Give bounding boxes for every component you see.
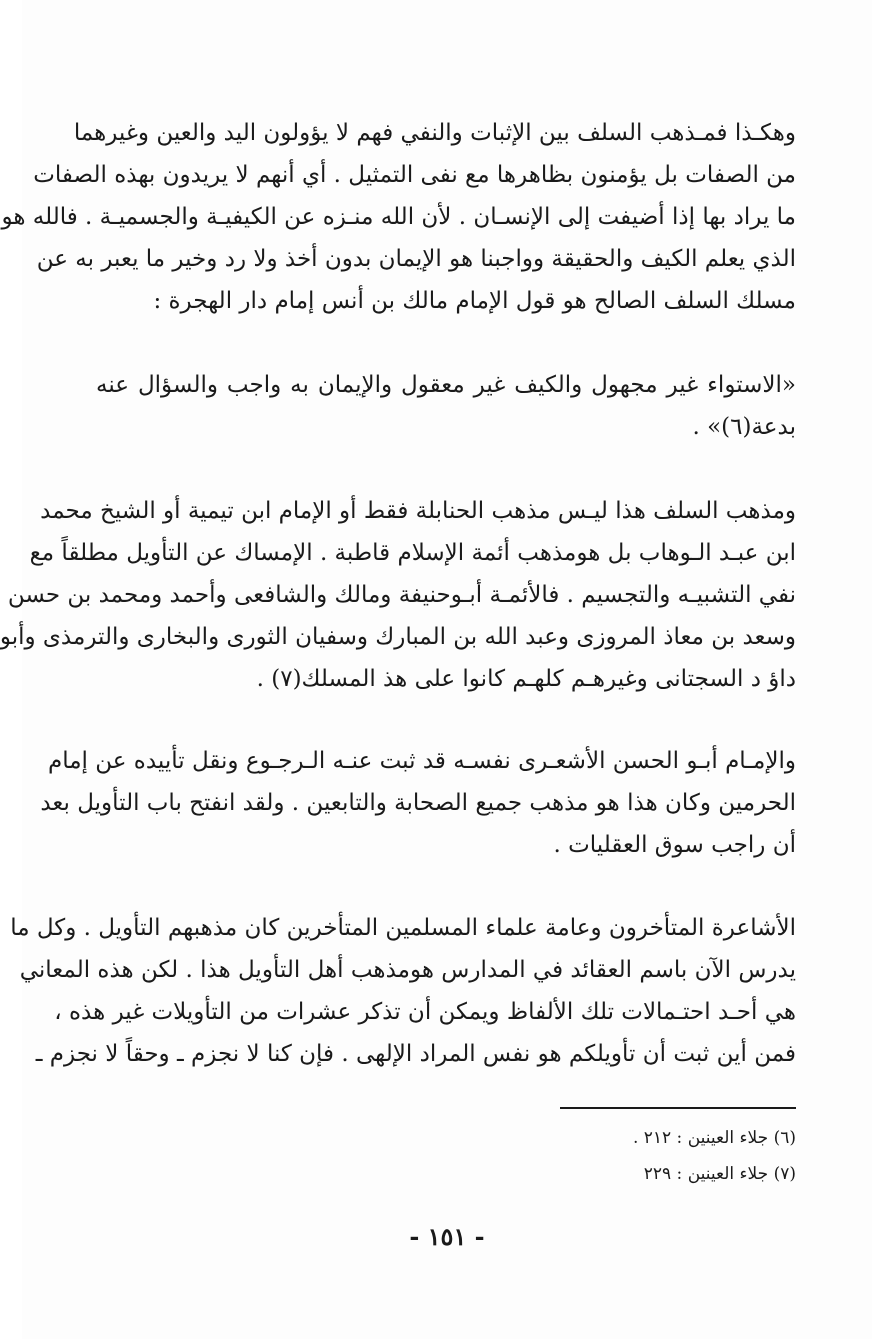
paragraph-quote-malik — [96, 364, 796, 448]
paragraph-salaf-doctrine — [1, 112, 796, 322]
text-line: الذي يعلم الكيف والحقيقة وواجبنا هو الإيمان بدون أخذ ولا رد وخير ما يعبر به عن — [36, 246, 796, 272]
footnotes — [96, 1120, 796, 1192]
text-line: مسلك السلف الصالح هو قول الإمام مالك بن أنس إمام دار الهجرة : — [153, 288, 796, 314]
text-line: الأشاعرة المتأخرون وعامة علماء المسلمين المتأخرين كان مذهبهم التأويل . وكل ما — [10, 915, 796, 941]
text-line: يدرس الآن باسم العقائد في المدارس هومذهب أهل التأويل هذا . لكن هذه المعاني — [19, 957, 796, 983]
paragraph-ashari — [40, 740, 796, 866]
paragraph-later-asharis — [10, 907, 796, 1075]
page-number: - ١٥١ - — [409, 1222, 485, 1251]
text-line: من الصفات بل يؤمنون بظاهرها مع نفى التمثيل . أي أنهم لا يريدون بهذه الصفات — [33, 162, 796, 188]
text-line: فمن أين ثبت أن تأويلكم هو نفس المراد الإلهى . فإن كنا لا نجزم ـ وحقاً لا نجزم ـ — [35, 1041, 796, 1067]
footnote-6: (٦) جلاء العينين : ٢١٢ . — [632, 1128, 796, 1148]
text-line: بدعة(٦)» . — [692, 414, 796, 440]
text-line: وهكـذا فمـذهب السلف بين الإثبات والنفي فهم لا يؤولون اليد والعين وغيرهما — [73, 120, 796, 146]
text-line: الحرمين وكان هذا هو مذهب جميع الصحابة والتابعين . ولقد انفتح باب التأويل بعد — [40, 790, 796, 816]
text-line: ومذهب السلف هذا ليـس مذهب الحنابلة فقط أو الإمام ابن تيمية أو الشيخ محمد — [40, 498, 796, 524]
text-line: داؤ د السجتانى وغيرهـم كلهـم كانوا على هذ المسلك(٧) . — [256, 666, 796, 692]
text-line: «الاستواء غير مجهول والكيف غير معقول والإيمان به واجب والسؤال عنه — [96, 372, 796, 398]
paragraph-imams-list — [0, 490, 796, 700]
text-line: وسعد بن معاذ المروزى وعبد الله بن المبارك وسفيان الثورى والبخارى والترمذى وأبو — [0, 624, 796, 650]
footnote-7: (٧) جلاء العينين : ٢٢٩ — [643, 1164, 796, 1184]
text-line: أن راجب سوق العقليات . — [553, 832, 796, 858]
text-line: هي أحـد احتـمالات تلك الألفاظ ويمكن أن تذكر عشرات من التأويلات غير هذه ، — [54, 999, 796, 1025]
footnote-divider — [560, 1107, 796, 1109]
text-line: ابن عبـد الـوهاب بل هومذهب أئمة الإسلام قاطبة . الإمساك عن التأويل مطلقاً مع — [29, 540, 796, 566]
text-line: والإمـام أبـو الحسن الأشعـرى نفسـه قد ثبت عنـه الـرجـوع ونقل تأييده عن إمام — [47, 748, 796, 774]
text-line: نفي التشبيـه والتجسيم . فالأئمـة أبـوحنيفة ومالك والشافعى وأحمد ومحمد بن حسن — [7, 582, 796, 608]
text-line: ما يراد بها إذا أضيفت إلى الإنسـان . لأن الله منـزه عن الكيفيـة والجسميـة . فالله هو — [1, 204, 796, 230]
